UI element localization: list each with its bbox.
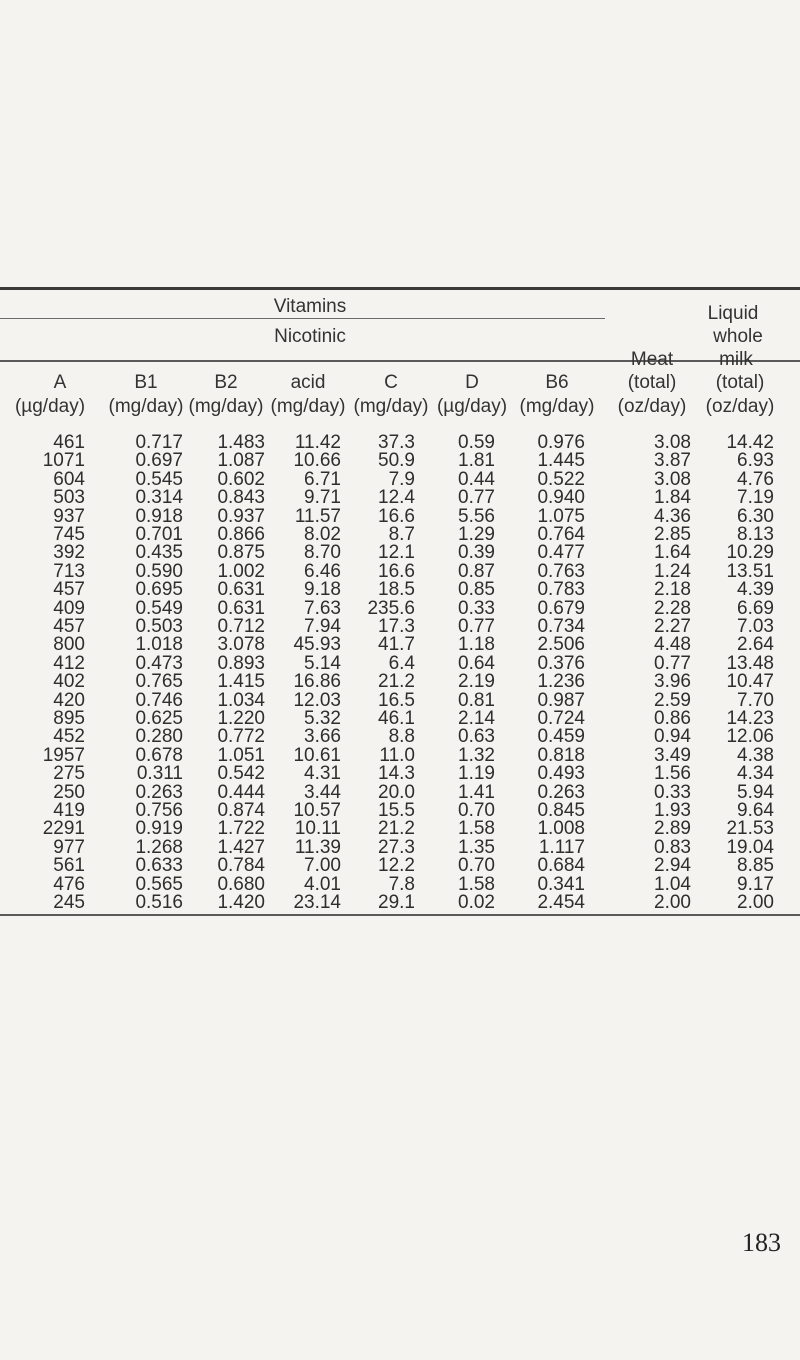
cell-a: 419 [53,800,85,821]
cell-a: 412 [53,653,85,674]
cell-meat: 2.89 [654,818,691,839]
cell-meat: 1.93 [654,800,691,821]
cell-nicotinic-acid: 5.32 [304,708,341,729]
cell-milk: 13.51 [726,561,774,582]
cell-b6: 0.493 [537,763,585,784]
cell-b2: 0.875 [217,542,265,563]
col-name-b1: B1 [134,372,158,393]
cell-meat: 3.87 [654,450,691,471]
cell-nicotinic-acid: 10.57 [293,800,341,821]
header-rule [0,360,800,362]
cell-d: 0.70 [458,855,495,876]
cell-b6: 2.454 [537,892,585,913]
liquid-header: Liquid [707,303,759,324]
cell-b1: 0.756 [135,800,183,821]
cell-meat: 1.24 [654,561,691,582]
cell-a: 937 [53,506,85,527]
cell-nicotinic-acid: 4.31 [304,763,341,784]
cell-nicotinic-acid: 45.93 [293,634,341,655]
cell-a: 604 [53,469,85,490]
cell-d: 0.64 [458,653,495,674]
cell-nicotinic-acid: 11.39 [294,837,341,858]
cell-d: 0.33 [458,598,495,619]
cell-a: 392 [53,542,85,563]
cell-b1: 0.918 [135,506,183,527]
page-number: 183 [742,1228,781,1257]
cell-meat: 0.94 [654,726,691,747]
unit-meat: (oz/day) [617,396,687,417]
cell-b2: 1.051 [217,745,265,766]
cell-b6: 0.522 [537,469,585,490]
col-name-milk-total: (total) [715,372,765,393]
cell-c: 27.3 [378,837,415,858]
cell-b1: 0.516 [135,892,183,913]
cell-c: 6.4 [388,653,415,674]
cell-nicotinic-acid: 9.18 [304,579,341,600]
cell-a: 977 [53,837,85,858]
cell-c: 235.6 [367,598,415,619]
cell-b2: 0.631 [217,579,265,600]
cell-b1: 0.435 [135,542,183,563]
cell-b1: 0.697 [135,450,183,471]
unit-acid: (mg/day) [270,396,346,417]
cell-nicotinic-acid: 8.70 [304,542,341,563]
cell-d: 1.18 [458,634,495,655]
cell-nicotinic-acid: 11.57 [294,506,341,527]
cell-b2: 1.722 [217,818,265,839]
cell-b2: 0.542 [217,763,265,784]
cell-b6: 0.818 [537,745,585,766]
cell-a: 800 [53,634,85,655]
cell-d: 0.81 [458,690,495,711]
cell-c: 8.7 [388,524,415,545]
cell-d: 0.39 [458,542,495,563]
cell-b2: 1.002 [217,561,265,582]
cell-b6: 0.724 [537,708,585,729]
cell-meat: 1.04 [654,874,691,895]
cell-d: 2.19 [458,671,495,692]
cell-nicotinic-acid: 23.14 [293,892,341,913]
whole-header: whole [713,326,763,347]
cell-b2: 1.087 [217,450,265,471]
cell-b1: 0.678 [135,745,183,766]
cell-b6: 1.117 [538,837,585,858]
cell-b1: 0.625 [135,708,183,729]
cell-nicotinic-acid: 4.01 [304,874,341,895]
cell-d: 0.59 [458,432,495,453]
cell-a: 461 [53,432,85,453]
cell-d: 1.35 [458,837,495,858]
unit-b1: (mg/day) [108,396,184,417]
cell-a: 420 [53,690,85,711]
cell-b1: 0.263 [135,782,183,803]
cell-c: 12.2 [378,855,415,876]
cell-b2: 1.034 [217,690,265,711]
cell-c: 15.5 [378,800,415,821]
cell-b1: 1.268 [135,837,183,858]
cell-b1: 0.314 [135,487,183,508]
cell-milk: 6.69 [737,598,774,619]
cell-c: 29.1 [378,892,415,913]
cell-d: 1.32 [458,745,495,766]
unit-b6: (mg/day) [519,396,595,417]
cell-c: 17.3 [378,616,415,637]
cell-milk: 21.53 [726,818,774,839]
cell-c: 37.3 [378,432,415,453]
cell-nicotinic-acid: 6.46 [304,561,341,582]
cell-c: 18.5 [378,579,415,600]
cell-nicotinic-acid: 5.14 [304,653,341,674]
cell-d: 5.56 [458,506,495,527]
cell-nicotinic-acid: 7.63 [304,598,341,619]
cell-b6: 0.764 [537,524,585,545]
unit-b2: (mg/day) [188,396,264,417]
cell-b6: 0.341 [537,874,585,895]
cell-b2: 0.772 [217,726,265,747]
cell-c: 12.4 [378,487,415,508]
cell-milk: 2.64 [737,634,774,655]
cell-a: 713 [53,561,85,582]
cell-meat: 4.36 [654,506,691,527]
cell-milk: 7.03 [737,616,774,637]
cell-meat: 4.48 [654,634,691,655]
cell-d: 1.81 [458,450,495,471]
cell-d: 0.63 [458,726,495,747]
cell-meat: 0.33 [654,782,691,803]
cell-b6: 0.459 [537,726,585,747]
cell-a: 561 [53,855,85,876]
cell-b6: 1.236 [537,671,585,692]
cell-milk: 8.85 [737,855,774,876]
cell-milk: 12.06 [726,726,774,747]
cell-b2: 0.712 [217,616,265,637]
cell-b1: 0.503 [135,616,183,637]
cell-c: 20.0 [378,782,415,803]
cell-milk: 10.29 [726,542,774,563]
cell-c: 14.3 [378,763,415,784]
col-name-c: C [384,372,398,393]
cell-b1: 0.473 [135,653,183,674]
cell-b2: 0.843 [217,487,265,508]
cell-d: 2.14 [458,708,495,729]
cell-b2: 0.937 [217,506,265,527]
cell-nicotinic-acid: 6.71 [304,469,341,490]
cell-nicotinic-acid: 3.44 [304,782,341,803]
cell-c: 12.1 [378,542,415,563]
cell-a: 476 [53,874,85,895]
cell-b6: 0.376 [537,653,585,674]
cell-meat: 0.77 [654,653,691,674]
cell-b2: 0.444 [217,782,265,803]
cell-d: 0.77 [458,616,495,637]
cell-b2: 1.420 [217,892,265,913]
cell-a: 245 [53,892,85,913]
cell-a: 457 [53,616,85,637]
cell-milk: 13.48 [726,653,774,674]
cell-b1: 0.695 [135,579,183,600]
cell-b2: 0.874 [217,800,265,821]
cell-b2: 0.784 [217,855,265,876]
cell-b1: 0.633 [135,855,183,876]
cell-c: 16.5 [378,690,415,711]
cell-meat: 3.08 [654,469,691,490]
cell-b6: 0.679 [537,598,585,619]
cell-meat: 2.94 [654,855,691,876]
nicotinic-header: Nicotinic [274,326,346,347]
top-rule [0,287,800,290]
bottom-rule [0,914,800,916]
cell-milk: 10.47 [726,671,774,692]
cell-nicotinic-acid: 16.86 [293,671,341,692]
cell-b6: 0.763 [537,561,585,582]
cell-a: 250 [53,782,85,803]
cell-b1: 0.590 [135,561,183,582]
cell-b1: 0.919 [135,818,183,839]
cell-nicotinic-acid: 7.00 [304,855,341,876]
cell-b6: 0.940 [537,487,585,508]
milk-header: milk [719,349,753,370]
cell-b1: 0.701 [135,524,183,545]
cell-a: 1071 [42,450,85,471]
cell-nicotinic-acid: 11.42 [294,432,341,453]
cell-nicotinic-acid: 8.02 [304,524,341,545]
cell-c: 41.7 [378,634,415,655]
cell-b6: 1.445 [537,450,585,471]
cell-milk: 7.19 [737,487,774,508]
cell-a: 409 [53,598,85,619]
cell-d: 0.70 [458,800,495,821]
cell-meat: 0.86 [654,708,691,729]
cell-meat: 3.96 [654,671,691,692]
cell-b6: 0.734 [537,616,585,637]
unit-milk: (oz/day) [705,396,775,417]
cell-a: 895 [53,708,85,729]
col-name-acid: acid [290,372,326,393]
cell-nicotinic-acid: 12.03 [293,690,341,711]
cell-nicotinic-acid: 10.11 [294,818,341,839]
cell-milk: 6.30 [737,506,774,527]
col-name-meat-total: (total) [627,372,677,393]
cell-a: 745 [53,524,85,545]
cell-b6: 0.845 [537,800,585,821]
cell-b2: 0.602 [217,469,265,490]
cell-milk: 8.13 [737,524,774,545]
cell-b1: 0.717 [135,432,183,453]
cell-a: 452 [53,726,85,747]
cell-b6: 0.783 [537,579,585,600]
cell-meat: 2.27 [654,616,691,637]
vitamins-span-rule [0,318,605,319]
cell-b6: 1.075 [537,506,585,527]
cell-d: 0.87 [458,561,495,582]
cell-c: 16.6 [378,561,415,582]
cell-nicotinic-acid: 9.71 [304,487,341,508]
cell-b6: 2.506 [537,634,585,655]
cell-c: 46.1 [378,708,415,729]
cell-milk: 9.17 [737,874,774,895]
cell-c: 21.2 [378,818,415,839]
cell-b2: 1.220 [217,708,265,729]
cell-b1: 0.746 [135,690,183,711]
cell-meat: 1.56 [654,763,691,784]
cell-a: 1957 [42,745,85,766]
cell-c: 7.8 [388,874,415,895]
cell-b2: 1.483 [217,432,265,453]
cell-b2: 1.427 [217,837,265,858]
cell-b1: 0.311 [136,763,183,784]
cell-a: 503 [53,487,85,508]
unit-d: (µg/day) [436,396,508,417]
cell-d: 1.58 [458,818,495,839]
col-name-d: D [465,372,479,393]
cell-meat: 3.49 [654,745,691,766]
cell-c: 16.6 [378,506,415,527]
cell-nicotinic-acid: 10.66 [293,450,341,471]
cell-b6: 0.477 [537,542,585,563]
unit-a: (µg/day) [14,396,86,417]
col-name-b2: B2 [214,372,238,393]
cell-b1: 0.565 [135,874,183,895]
cell-b2: 0.893 [217,653,265,674]
cell-a: 457 [53,579,85,600]
col-name-b6: B6 [545,372,569,393]
cell-b1: 0.549 [135,598,183,619]
cell-d: 0.44 [458,469,495,490]
cell-nicotinic-acid: 3.66 [304,726,341,747]
cell-b6: 0.976 [537,432,585,453]
cell-meat: 2.00 [654,892,691,913]
cell-milk: 4.34 [737,763,774,784]
cell-nicotinic-acid: 7.94 [304,616,341,637]
cell-b2: 0.866 [217,524,265,545]
cell-a: 275 [53,763,85,784]
cell-milk: 4.39 [737,579,774,600]
cell-milk: 6.93 [737,450,774,471]
cell-b2: 1.415 [217,671,265,692]
unit-c: (mg/day) [353,396,429,417]
cell-c: 21.2 [378,671,415,692]
cell-b2: 0.680 [217,874,265,895]
cell-c: 8.8 [388,726,415,747]
cell-milk: 14.23 [726,708,774,729]
cell-milk: 19.04 [726,837,774,858]
cell-d: 0.85 [458,579,495,600]
cell-milk: 7.70 [737,690,774,711]
cell-milk: 4.76 [737,469,774,490]
cell-d: 0.02 [458,892,495,913]
cell-meat: 2.18 [654,579,691,600]
cell-meat: 2.28 [654,598,691,619]
cell-nicotinic-acid: 10.61 [293,745,341,766]
cell-b6: 0.987 [537,690,585,711]
cell-milk: 2.00 [737,892,774,913]
cell-meat: 1.64 [654,542,691,563]
cell-c: 11.0 [379,745,415,766]
cell-milk: 9.64 [737,800,774,821]
cell-a: 2291 [42,818,85,839]
cell-b1: 0.765 [135,671,183,692]
cell-b6: 0.684 [537,855,585,876]
vitamins-group-header: Vitamins [273,296,347,317]
cell-meat: 2.59 [654,690,691,711]
cell-meat: 3.08 [654,432,691,453]
cell-meat: 2.85 [654,524,691,545]
cell-meat: 0.83 [654,837,691,858]
cell-milk: 5.94 [737,782,774,803]
cell-c: 7.9 [388,469,415,490]
cell-d: 1.29 [458,524,495,545]
cell-meat: 1.84 [654,487,691,508]
cell-a: 402 [53,671,85,692]
cell-c: 50.9 [378,450,415,471]
cell-b1: 1.018 [135,634,183,655]
cell-d: 1.19 [458,763,495,784]
cell-milk: 14.42 [726,432,774,453]
cell-b1: 0.280 [135,726,183,747]
col-name-a: A [53,372,67,393]
cell-b2: 0.631 [217,598,265,619]
cell-b2: 3.078 [217,634,265,655]
cell-d: 1.58 [458,874,495,895]
cell-d: 0.77 [458,487,495,508]
cell-b1: 0.545 [135,469,183,490]
cell-b6: 0.263 [537,782,585,803]
meat-header: Meat [630,349,674,370]
cell-milk: 4.38 [737,745,774,766]
cell-b6: 1.008 [537,818,585,839]
cell-d: 1.41 [458,782,495,803]
